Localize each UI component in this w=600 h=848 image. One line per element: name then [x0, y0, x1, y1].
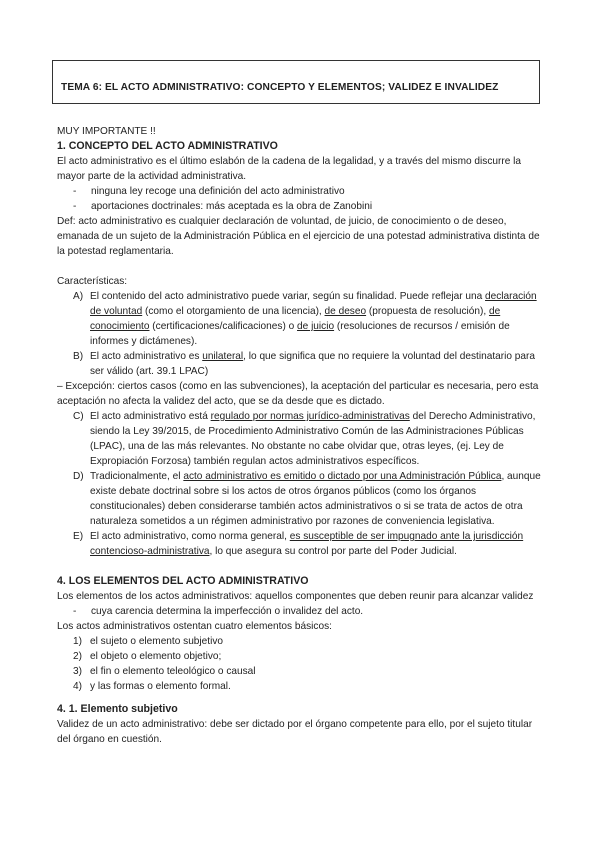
subsection-heading: 4. 1. Elemento subjetivo — [57, 703, 178, 715]
list-item: B) El acto administrativo es unilateral, lo que significa que no requiere la voluntad del destinatario para ser válido (art. 39.1 LPAC) — [73, 351, 535, 377]
document-title: TEMA 6: EL ACTO ADMINISTRATIVO: CONCEPTO Y ELEMENTOS; VALIDEZ E INVALIDEZ — [61, 82, 499, 93]
list-marker: B) — [73, 351, 84, 362]
list-marker: 4) — [73, 681, 82, 692]
bullet-item: - aportaciones doctrinales: más aceptada es la obra de Zanobini — [57, 199, 547, 214]
paragraph: Los elementos de los actos administrativos: aquellos componentes que deben reunir para alcanzar validez — [57, 591, 534, 602]
list-marker: 3) — [73, 666, 82, 677]
list-item: 1) el sujeto o elemento subjetivo — [73, 636, 223, 647]
important-note: MUY IMPORTANTE !! — [57, 126, 156, 137]
paragraph: El acto administrativo es el último eslabón de la cadena de la legalidad, y a través del mismo discurre la mayor parte de la actividad administrativa. — [57, 156, 521, 182]
list-item: 2) el objeto o elemento objetivo; — [73, 651, 222, 662]
title-box — [52, 60, 540, 104]
paragraph: Validez de un acto administrativo: debe ser dictado por el órgano competente para ello, por el sujeto titular del órgano en cuestión. — [57, 719, 533, 745]
bullet-item: - ninguna ley recoge una definición del acto administrativo — [57, 184, 547, 199]
section-heading: 4. LOS ELEMENTOS DEL ACTO ADMINISTRATIVO — [57, 575, 309, 587]
bullet-item: - cuya carencia determina la imperfección o invalidez del acto. — [57, 604, 547, 619]
list-marker: 1) — [73, 636, 82, 647]
definition-paragraph: Def: acto administrativo es cualquier declaración de voluntad, de juicio, de conocimiento o de deseo, emanada de un sujeto de la Administración Pública en el ejercicio de una potestad administrativa distinta de la potestad reglamentaria. — [57, 216, 540, 257]
list-item: E) El acto administrativo, como norma general, es susceptible de ser impugnado ante la jurisdicción contencioso-administrativa, lo que asegura su control por parte del Poder Judicial. — [73, 531, 524, 557]
list-item: 3) el fin o elemento teleológico o causal — [73, 666, 256, 677]
list-item: C) El acto administrativo está regulado por normas jurídico-administrativas del Derecho Administrativo, siendo la Ley 39/2015, de Procedimiento Administrativo Común de las Administraciones Públicas (LPAC), una de las más relevantes. No obstante no cabe olvidar que, otras leyes, (ej. Ley de Expropiación Forzosa) también regulan actos administrativos específicos. — [73, 411, 536, 467]
list-marker: C) — [73, 411, 84, 422]
list-marker: 2) — [73, 651, 82, 662]
exception-paragraph: – Excepción: ciertos casos (como en las subvenciones), la aceptación del particular es necesaria, pero esta aceptación no afecta la validez del acto, que se da desde que es dictado. — [57, 381, 539, 407]
list-marker: A) — [73, 291, 84, 302]
list-marker: D) — [73, 471, 84, 482]
list-item: 4) y las formas o elemento formal. — [73, 681, 231, 692]
list-item: A) El contenido del acto administrativo puede variar, según su finalidad. Puede reflejar una declaración de voluntad (como el otorgamiento de una licencia), de deseo (propuesta de resolución), de conocimiento (certificaciones/calificaciones) o de juicio (resoluciones de recursos / emisión de informes y dictámenes). — [73, 291, 537, 347]
characteristics-label: Características: — [57, 276, 128, 287]
list-marker: E) — [73, 531, 84, 542]
characteristics-list — [57, 289, 547, 379]
characteristics-list-continued — [57, 409, 547, 559]
section-heading: 1. CONCEPTO DEL ACTO ADMINISTRATIVO — [57, 140, 278, 152]
paragraph: Los actos administrativos ostentan cuatro elementos básicos: — [57, 621, 332, 632]
list-item: D) Tradicionalmente, el acto administrativo es emitido o dictado por una Administración Pública, aunque existe debate doctrinal sobre si los actos de otros órganos públicos (como los órganos constitucionales) deben considerarse también actos administrativos o si se trata de actos de otra naturaleza sometidos a un régimen administrativo por razones de conveniencia legislativa. — [73, 471, 541, 527]
elements-list — [57, 634, 547, 694]
document-body — [57, 124, 547, 747]
